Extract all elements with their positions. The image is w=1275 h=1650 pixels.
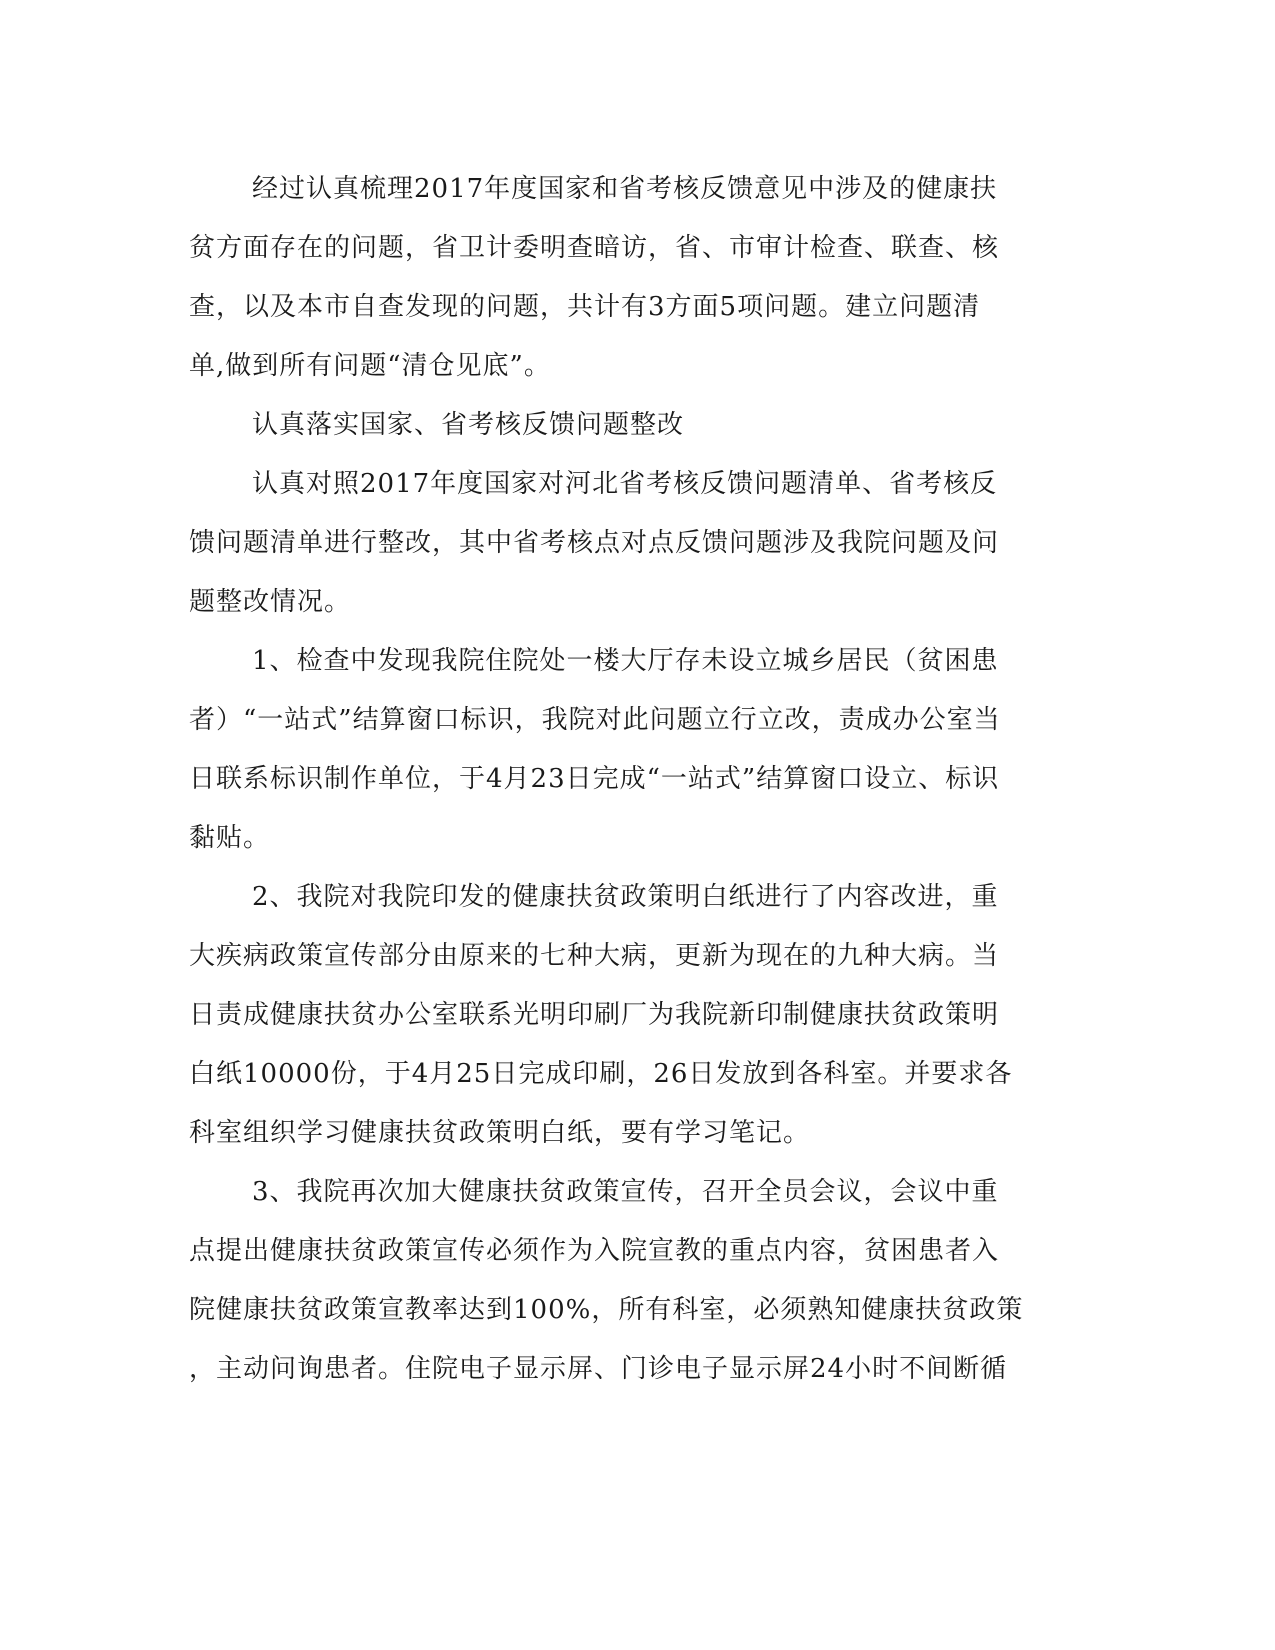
paragraph-item-1 — [189, 632, 1069, 868]
text-line: 认真对照2017年度国家对河北省考核反馈问题清单、省考核反 — [252, 469, 998, 499]
text-line: 2、我院对我院印发的健康扶贫政策明白纸进行了内容改进，重 — [252, 882, 999, 912]
document-body — [189, 160, 1069, 1399]
text-line: 黏贴。 — [189, 823, 271, 853]
text-line: 查，以及本市自查发现的问题，共计有3方面5项问题。建立问题清 — [189, 292, 981, 322]
paragraph-item-2 — [189, 868, 1069, 1163]
section-heading — [189, 396, 1069, 455]
paragraph-item-3 — [189, 1163, 1069, 1399]
heading-text: 认真落实国家、省考核反馈问题整改 — [252, 410, 685, 440]
text-line: 日联系标识制作单位，于4月23日完成“一站式”结算窗口设立、标识 — [189, 764, 1000, 794]
text-line: 题整改情况。 — [189, 587, 352, 617]
text-line: 大疾病政策宣传部分由原来的七种大病，更新为现在的九种大病。当 — [189, 941, 1000, 971]
text-line: 点提出健康扶贫政策宣传必须作为入院宣教的重点内容，贫困患者入 — [189, 1236, 1000, 1266]
text-line: 白纸10000份，于4月25日完成印刷，26日发放到各科室。并要求各 — [189, 1059, 1013, 1089]
text-line: 经过认真梳理2017年度国家和省考核反馈意见中涉及的健康扶 — [252, 174, 998, 204]
text-line: 馈问题清单进行整改，其中省考核点对点反馈问题涉及我院问题及问 — [189, 528, 1000, 558]
text-line: 科室组织学习健康扶贫政策明白纸，要有学习笔记。 — [189, 1118, 811, 1148]
text-line: 院健康扶贫政策宣教率达到100%，所有科室，必须熟知健康扶贫政策 — [189, 1295, 1024, 1325]
text-line: 1、检查中发现我院住院处一楼大厅存未设立城乡居民（贫困患 — [252, 646, 999, 676]
text-line: ，主动问询患者。住院电子显示屏、门诊电子显示屏24小时不间断循 — [189, 1354, 1008, 1384]
paragraph-review-summary — [189, 160, 1069, 396]
paragraph-rectification-intro — [189, 455, 1069, 632]
text-line: 日责成健康扶贫办公室联系光明印刷厂为我院新印制健康扶贫政策明 — [189, 1000, 1000, 1030]
text-line: 贫方面存在的问题，省卫计委明查暗访，省、市审计检查、联查、核 — [189, 233, 1000, 263]
text-line: 单,做到所有问题“清仓见底”。 — [189, 351, 551, 381]
text-line: 3、我院再次加大健康扶贫政策宣传，召开全员会议，会议中重 — [252, 1177, 999, 1207]
text-line: 者）“一站式”结算窗口标识，我院对此问题立行立改，责成办公室当 — [189, 705, 1001, 735]
